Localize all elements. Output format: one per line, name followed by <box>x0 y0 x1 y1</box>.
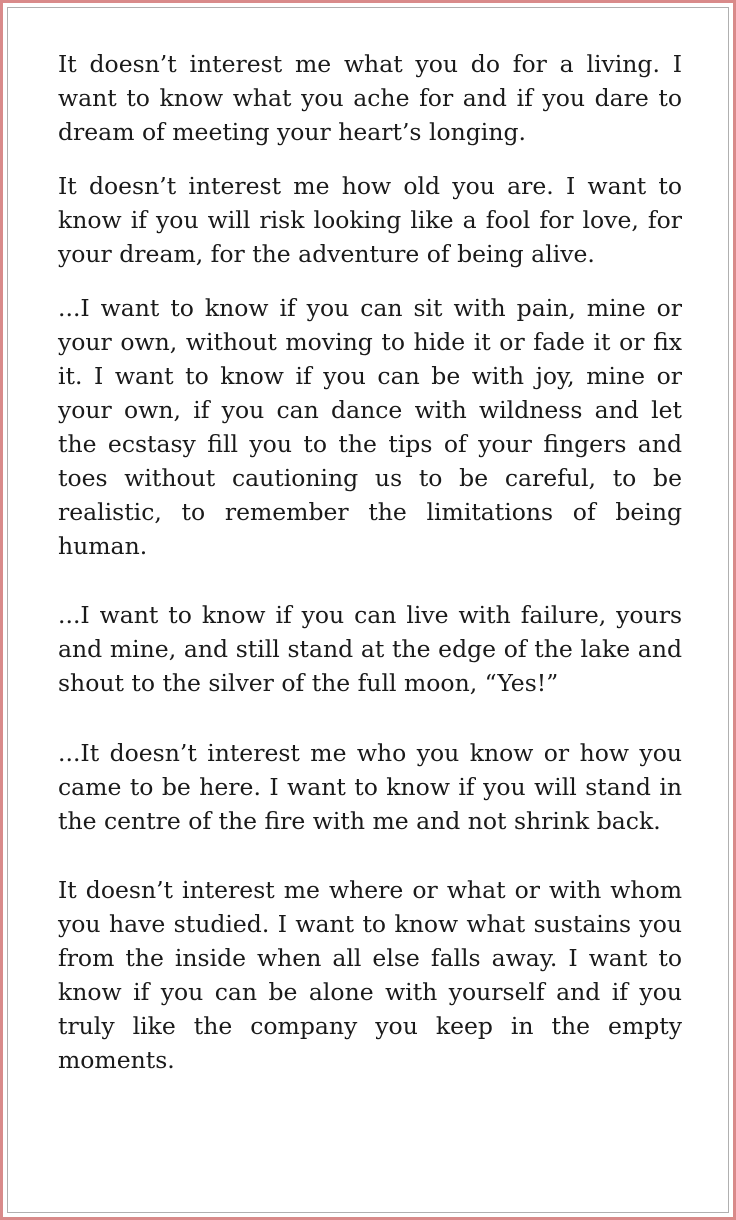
poem-text <box>58 47 682 1077</box>
paragraph-2: It doesn’t interest me how old you are. I want to know if you will risk looking like a fool for love, for your dream, for the adventure of being alive. <box>58 172 682 268</box>
paragraph-5: ...It doesn’t interest me who you know or how you came to be here. I want to know if you will stand in the centre of the fire with me and not shrink back. <box>58 739 682 835</box>
paragraph-4: ...I want to know if you can live with failure, yours and mine, and still stand at the edge of the lake and shout to the silver of the full moon, “Yes!” <box>58 601 682 697</box>
paragraph-3: ...I want to know if you can sit with pain, mine or your own, without moving to hide it or fade it or fix it. I want to know if you can be with joy, mine or your own, if you can dance with wildness and let the ecstasy fill you to the tips of your fingers and toes without cautioning us to be careful, to be realistic, to remember the limitations of being human. <box>58 294 682 560</box>
paragraph-1: It doesn’t interest me what you do for a living. I want to know what you ache for and if you dare to dream of meeting your heart’s longing. <box>58 50 682 146</box>
paragraph-6: It doesn’t interest me where or what or with whom you have studied. I want to know what sustains you from the inside when all else falls away. I want to know if you can be alone with yourself and if you truly like the company you keep in the empty moments. <box>58 876 682 1074</box>
